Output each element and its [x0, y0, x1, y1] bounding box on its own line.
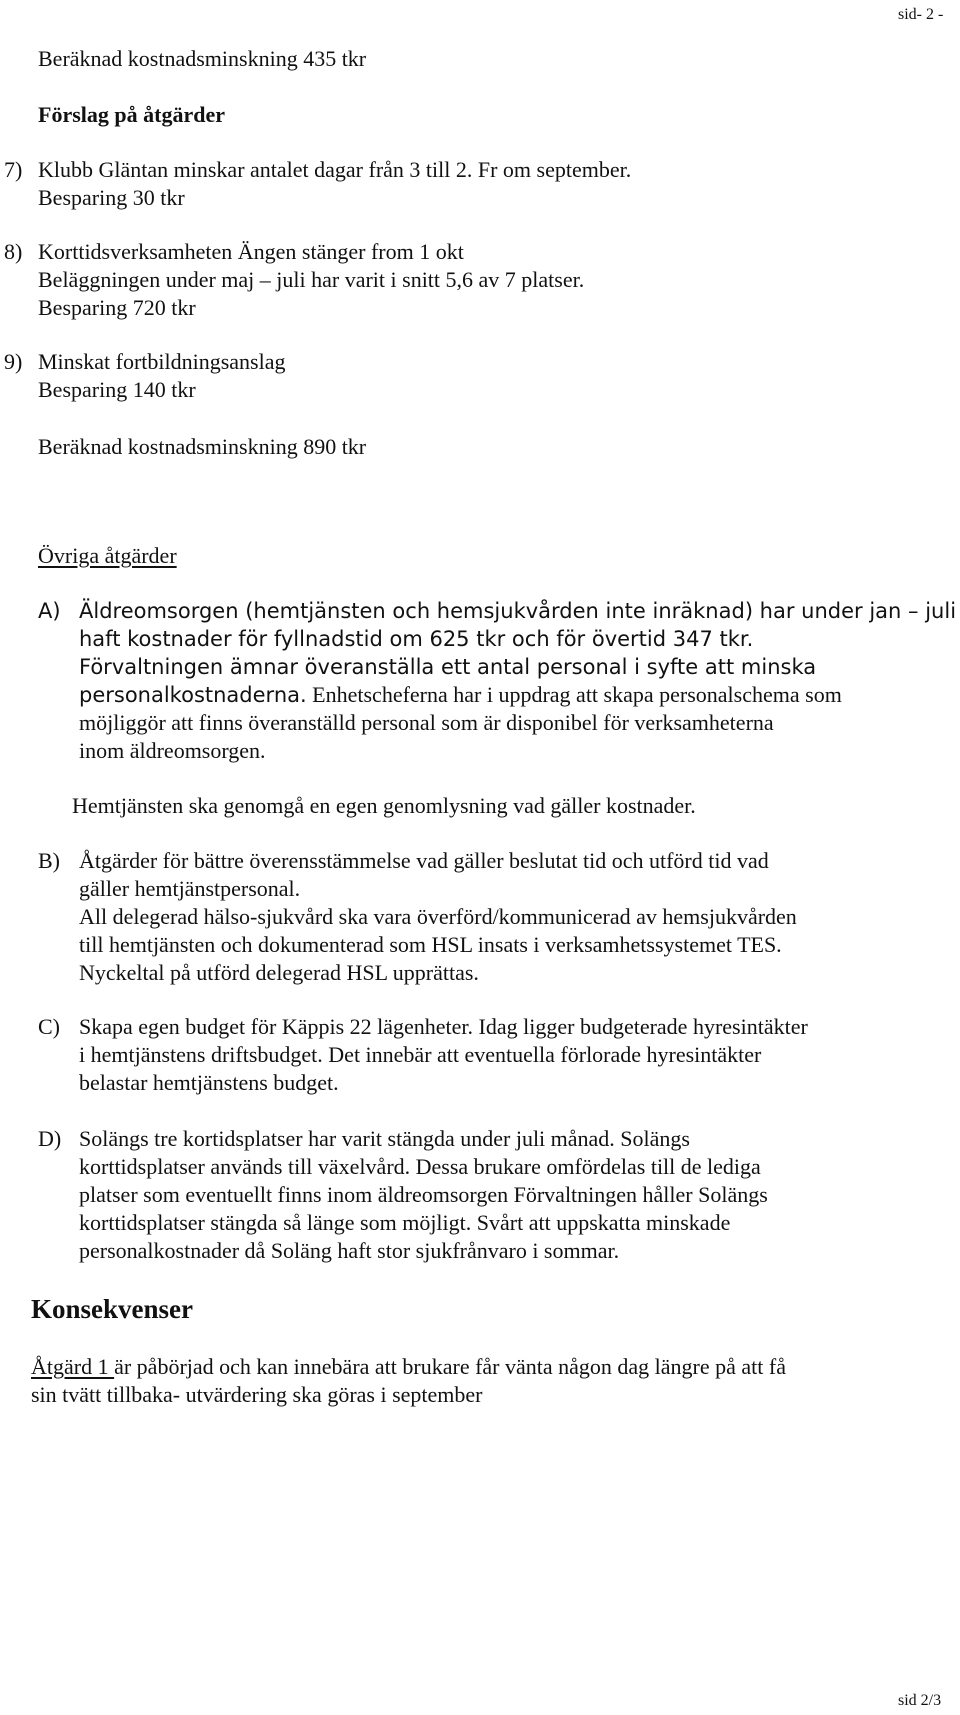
item-a-note: Hemtjänsten ska genomgå en egen genomlysning vad gäller kostnader. [72, 793, 696, 818]
item-c-label: C) [38, 1014, 60, 1039]
item-a-line [79, 680, 842, 710]
item-c-line: Skapa egen budget för Käppis 22 lägenheter. Idag ligger budgeterade hyresintäkter [79, 1014, 808, 1039]
other-measures-heading: Övriga åtgärder [38, 543, 177, 568]
item-d-line: Solängs tre kortidsplatser har varit stängda under juli månad. Solängs [79, 1126, 690, 1151]
item-a-label: A) [38, 599, 61, 623]
consequences-line [31, 1352, 786, 1382]
consequences-heading: Konsekvenser [31, 1294, 193, 1324]
item-d-line: platser som eventuellt finns inom äldreomsorgen Förvaltningen håller Solängs [79, 1182, 768, 1207]
item-7-saving: Besparing 30 tkr [38, 185, 185, 210]
measure-1-link[interactable]: Åtgärd 1 [31, 1354, 115, 1379]
item-a-line: möjliggör att finns överanställd personal som är disponibel för verksamheterna [79, 710, 774, 735]
consequences-text: är påbörjad och kan innebära att brukare får vänta någon dag längre på att få [114, 1354, 786, 1379]
item-a-line: Förvaltningen ämnar överanställa ett antal personal i syfte att minska [79, 655, 817, 679]
item-8-saving: Besparing 720 tkr [38, 295, 196, 320]
item-c-line: i hemtjänstens driftsbudget. Det innebär att eventuella förlorade hyresintäkter [79, 1042, 762, 1067]
item-a-text: personalkostnaderna. [79, 683, 307, 707]
item-d-line: korttidsplatser stängda så länge som möjligt. Svårt att uppskatta minskade [79, 1210, 731, 1235]
item-b-line: gäller hemtjänstpersonal. [79, 876, 301, 901]
consequences-line: sin tvätt tillbaka- utvärdering ska göras i september [31, 1382, 483, 1407]
item-7-number: 7) [4, 157, 23, 182]
item-d-line: personalkostnader då Soläng haft stor sjukfrånvaro i sommar. [79, 1238, 620, 1263]
cost-reduction-summary-2: Beräknad kostnadsminskning 890 tkr [38, 434, 367, 459]
page-footer-marker: sid 2/3 [898, 1692, 942, 1709]
page-marker: sid- 2 - [898, 6, 944, 23]
item-9-saving: Besparing 140 tkr [38, 377, 196, 402]
item-b-line: Nyckeltal på utförd delegerad HSL upprättas. [79, 960, 479, 985]
item-8-line: Beläggningen under maj – juli har varit i snitt 5,6 av 7 platser. [38, 267, 585, 292]
item-a-line: Äldreomsorgen (hemtjänsten och hemsjukvården inte inräknad) har under jan – juli [79, 599, 957, 623]
item-b-line: till hemtjänsten och dokumenterad som HSL insats i verksamhetssystemet TES. [79, 932, 782, 957]
cost-reduction-summary-1: Beräknad kostnadsminskning 435 tkr [38, 46, 367, 71]
item-a-text: Enhetscheferna har i uppdrag att skapa personalschema som [306, 682, 842, 707]
item-c-line: belastar hemtjänstens budget. [79, 1070, 339, 1095]
item-d-line: korttidsplatser används till växelvård. Dessa brukare omfördelas till de lediga [79, 1154, 761, 1179]
item-a-line: haft kostnader för fyllnadstid om 625 tkr och för övertid 347 tkr. [79, 627, 754, 651]
item-8-number: 8) [4, 239, 23, 264]
item-7-line: Klubb Gläntan minskar antalet dagar från 3 till 2. Fr om september. [38, 157, 632, 182]
item-b-line: Åtgärder för bättre överensstämmelse vad gäller beslutat tid och utförd tid vad [79, 848, 769, 873]
item-d-label: D) [38, 1126, 62, 1151]
item-8-line: Korttidsverksamheten Ängen stänger from 1 okt [38, 239, 464, 264]
item-9-number: 9) [4, 349, 23, 374]
item-b-label: B) [38, 848, 60, 873]
item-a-line: inom äldreomsorgen. [79, 738, 266, 763]
item-b-line: All delegerad hälso-sjukvård ska vara överförd/kommunicerad av hemsjukvården [79, 904, 797, 929]
item-9-line: Minskat fortbildningsanslag [38, 349, 286, 374]
proposals-heading: Förslag på åtgärder [38, 102, 225, 127]
